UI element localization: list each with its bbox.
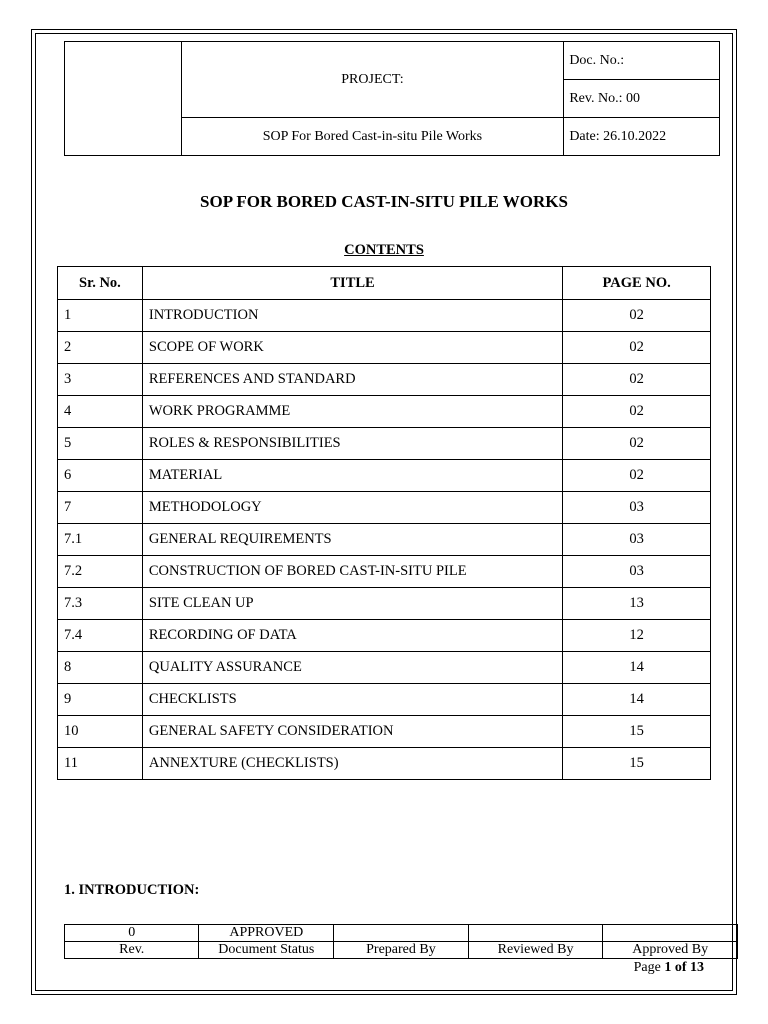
toc-sr-no: 7.2 — [58, 556, 143, 588]
toc-page-no: 14 — [563, 652, 711, 684]
toc-page-no: 02 — [563, 428, 711, 460]
rev-label: Rev. — [65, 942, 199, 959]
rev-value: 0 — [65, 925, 199, 942]
toc-title: GENERAL SAFETY CONSIDERATION — [142, 716, 562, 748]
toc-title: ANNEXTURE (CHECKLISTS) — [142, 748, 562, 780]
toc-row — [58, 620, 711, 652]
toc-page-no: 14 — [563, 684, 711, 716]
toc-row — [58, 364, 711, 396]
contents-table — [57, 266, 711, 780]
header-page-no: PAGE NO. — [563, 267, 711, 300]
toc-row — [58, 460, 711, 492]
toc-page-no: 03 — [563, 492, 711, 524]
sop-title: SOP For Bored Cast-in-situ Pile Works — [181, 118, 564, 156]
toc-row — [58, 556, 711, 588]
toc-page-no: 02 — [563, 396, 711, 428]
toc-title: MATERIAL — [142, 460, 562, 492]
toc-sr-no: 4 — [58, 396, 143, 428]
project-label: PROJECT: — [181, 42, 564, 118]
page-prefix: Page — [633, 960, 661, 975]
status-label: Document Status — [199, 942, 334, 959]
toc-sr-no: 11 — [58, 748, 143, 780]
revision-table — [64, 924, 738, 959]
toc-title: GENERAL REQUIREMENTS — [142, 524, 562, 556]
reviewed-value — [468, 925, 603, 942]
toc-title: WORK PROGRAMME — [142, 396, 562, 428]
toc-sr-no: 7.1 — [58, 524, 143, 556]
toc-sr-no: 7 — [58, 492, 143, 524]
toc-page-no: 02 — [563, 460, 711, 492]
toc-row — [58, 492, 711, 524]
contents-heading: CONTENTS — [344, 242, 424, 258]
status-value: APPROVED — [199, 925, 334, 942]
toc-row — [58, 684, 711, 716]
toc-page-no: 15 — [563, 716, 711, 748]
approved-value — [603, 925, 738, 942]
toc-row — [58, 300, 711, 332]
toc-title: INTRODUCTION — [142, 300, 562, 332]
toc-sr-no: 5 — [58, 428, 143, 460]
toc-page-no: 15 — [563, 748, 711, 780]
page-total: 13 — [690, 960, 704, 975]
header-title: TITLE — [142, 267, 562, 300]
toc-page-no: 03 — [563, 524, 711, 556]
toc-title: CHECKLISTS — [142, 684, 562, 716]
toc-title: CONSTRUCTION OF BORED CAST-IN-SITU PILE — [142, 556, 562, 588]
toc-sr-no: 3 — [58, 364, 143, 396]
toc-title: METHODOLOGY — [142, 492, 562, 524]
toc-row — [58, 652, 711, 684]
page-number — [634, 960, 704, 976]
toc-page-no: 02 — [563, 300, 711, 332]
toc-sr-no: 2 — [58, 332, 143, 364]
toc-row — [58, 428, 711, 460]
page-current: 1 — [664, 960, 672, 975]
toc-title: SCOPE OF WORK — [142, 332, 562, 364]
document-header-table — [64, 41, 720, 156]
page-of: of — [674, 960, 687, 975]
toc-sr-no: 7.4 — [58, 620, 143, 652]
toc-title: SITE CLEAN UP — [142, 588, 562, 620]
doc-no: Doc. No.: — [564, 42, 720, 80]
toc-page-no: 13 — [563, 588, 711, 620]
toc-page-no: 03 — [563, 556, 711, 588]
toc-sr-no: 7.3 — [58, 588, 143, 620]
document-title: SOP FOR BORED CAST-IN-SITU PILE WORKS — [200, 192, 568, 211]
toc-title: REFERENCES AND STANDARD — [142, 364, 562, 396]
toc-page-no: 02 — [563, 332, 711, 364]
rev-no: Rev. No.: 00 — [564, 80, 720, 118]
toc-row — [58, 332, 711, 364]
toc-sr-no: 9 — [58, 684, 143, 716]
logo-cell — [65, 42, 182, 156]
toc-sr-no: 8 — [58, 652, 143, 684]
section-heading-introduction: 1. INTRODUCTION: — [64, 882, 200, 898]
toc-sr-no: 10 — [58, 716, 143, 748]
toc-sr-no: 1 — [58, 300, 143, 332]
prepared-value — [334, 925, 469, 942]
toc-row — [58, 588, 711, 620]
toc-row — [58, 716, 711, 748]
toc-sr-no: 6 — [58, 460, 143, 492]
reviewed-label: Reviewed By — [468, 942, 603, 959]
approved-label: Approved By — [603, 942, 738, 959]
toc-title: RECORDING OF DATA — [142, 620, 562, 652]
header-sr-no: Sr. No. — [58, 267, 143, 300]
toc-row — [58, 524, 711, 556]
toc-title: QUALITY ASSURANCE — [142, 652, 562, 684]
toc-page-no: 12 — [563, 620, 711, 652]
toc-row — [58, 396, 711, 428]
prepared-label: Prepared By — [334, 942, 469, 959]
doc-date: Date: 26.10.2022 — [564, 118, 720, 156]
toc-title: ROLES & RESPONSIBILITIES — [142, 428, 562, 460]
toc-page-no: 02 — [563, 364, 711, 396]
toc-row — [58, 748, 711, 780]
